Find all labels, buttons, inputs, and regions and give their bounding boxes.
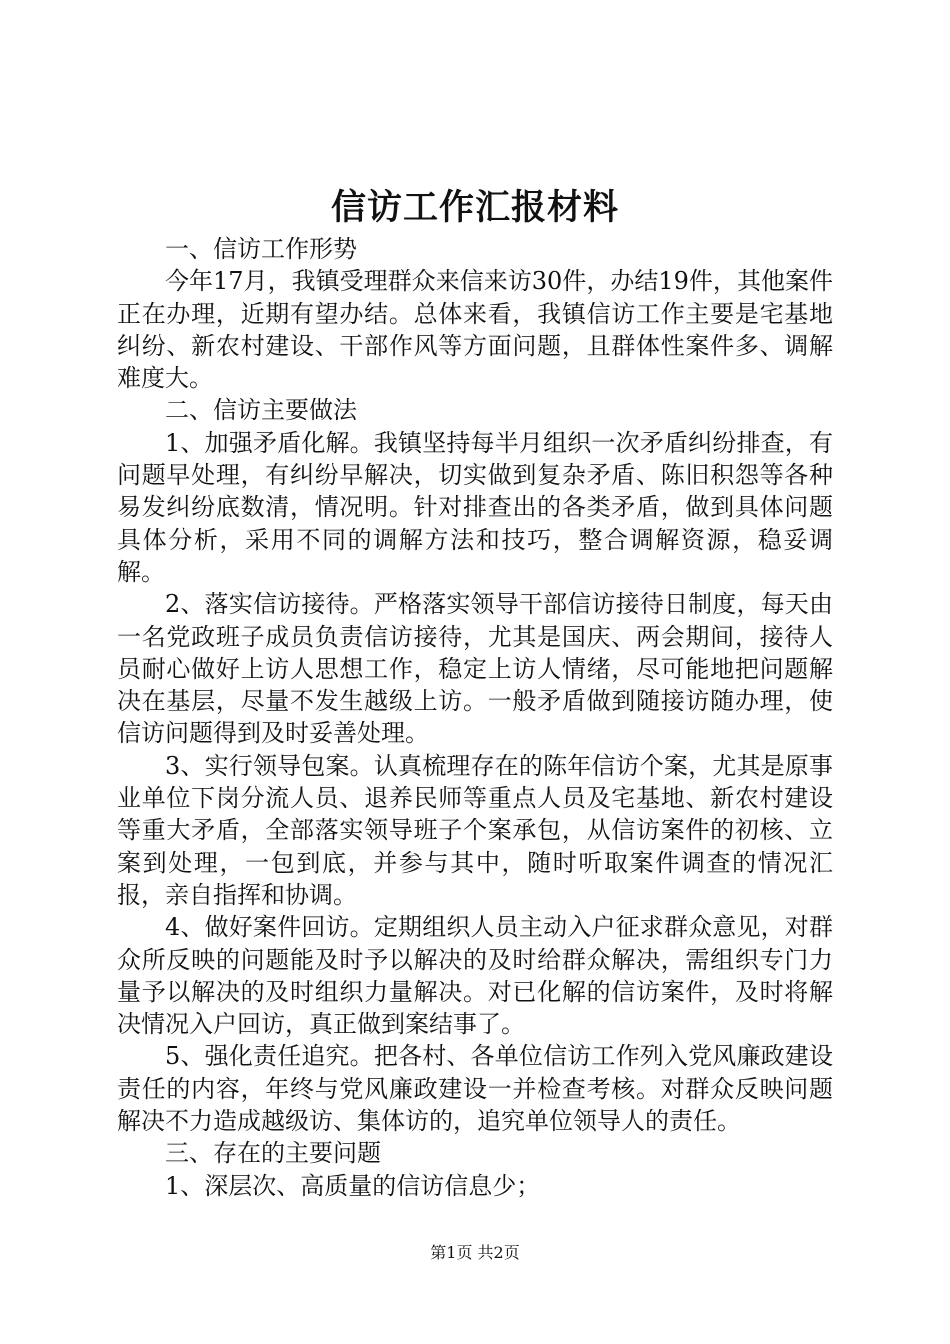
document-title: 信访工作汇报材料 (330, 187, 619, 228)
paragraph-method-3: 3、实行领导包案。认真梳理存在的陈年信访个案，尤其是原事业单位下岗分流人员、退养民师等重点人员及宅基地、新农村建设等重大矛盾，全部落实领导班子个案承包，从信访案件的初核、立案到处理，一包到底，并参与其中，随时听取案件调查的情况汇报，亲自指挥和协调。 (117, 751, 833, 909)
page-footer: 第1页 共2页 (430, 1243, 520, 1262)
paragraph-method-1: 1、加强矛盾化解。我镇坚持每半月组织一次矛盾纠纷排查，有问题早处理，有纠纷早解决，切实做到复杂矛盾、陈旧积怨等各种易发纠纷底数清，情况明。针对排查出的各类矛盾，做到具体问题具体分析，采用不同的调解方法和技巧，整合调解资源，稳妥调解。 (117, 428, 833, 586)
section-heading-methods: 二、信访主要做法 (165, 396, 357, 425)
paragraph-situation: 今年17月，我镇受理群众来信来访30件，办结19件，其他案件正在办理，近期有望办结。总体来看，我镇信访工作主要是宅基地纠纷、新农村建设、干部作风等方面问题，且群体性案件多、调解难度大。 (117, 267, 833, 393)
paragraph-method-5: 5、强化责任追究。把各村、各单位信访工作列入党风廉政建设责任的内容，年终与党风廉政建设一并检查考核。对群众反映问题解决不力造成越级访、集体访的，追究单位领导人的责任。 (117, 1042, 833, 1136)
section-heading-situation: 一、信访工作形势 (165, 235, 357, 263)
document-body (117, 233, 833, 1202)
paragraph-method-4: 4、做好案件回访。定期组织人员主动入户征求群众意见，对群众所反映的问题能及时予以解决的及时给群众解决，需组织专门力量予以解决的及时组织力量解决。对已化解的信访案件，及时将解决情况入户回访，真正做到案结事了。 (117, 913, 833, 1039)
section-heading-problems: 三、存在的主要问题 (165, 1139, 381, 1168)
paragraph-method-2: 2、落实信访接待。严格落实领导干部信访接待日制度，每天由一名党政班子成员负责信访接待，尤其是国庆、两会期间，接待人员耐心做好上访人思想工作，稳定上访人情绪，尽可能地把问题解决在基层，尽量不发生越级上访。一般矛盾做到随接访随办理，使信访问题得到及时妥善处理。 (117, 590, 833, 748)
paragraph-problem-1: 1、深层次、高质量的信访信息少； (165, 1171, 541, 1200)
